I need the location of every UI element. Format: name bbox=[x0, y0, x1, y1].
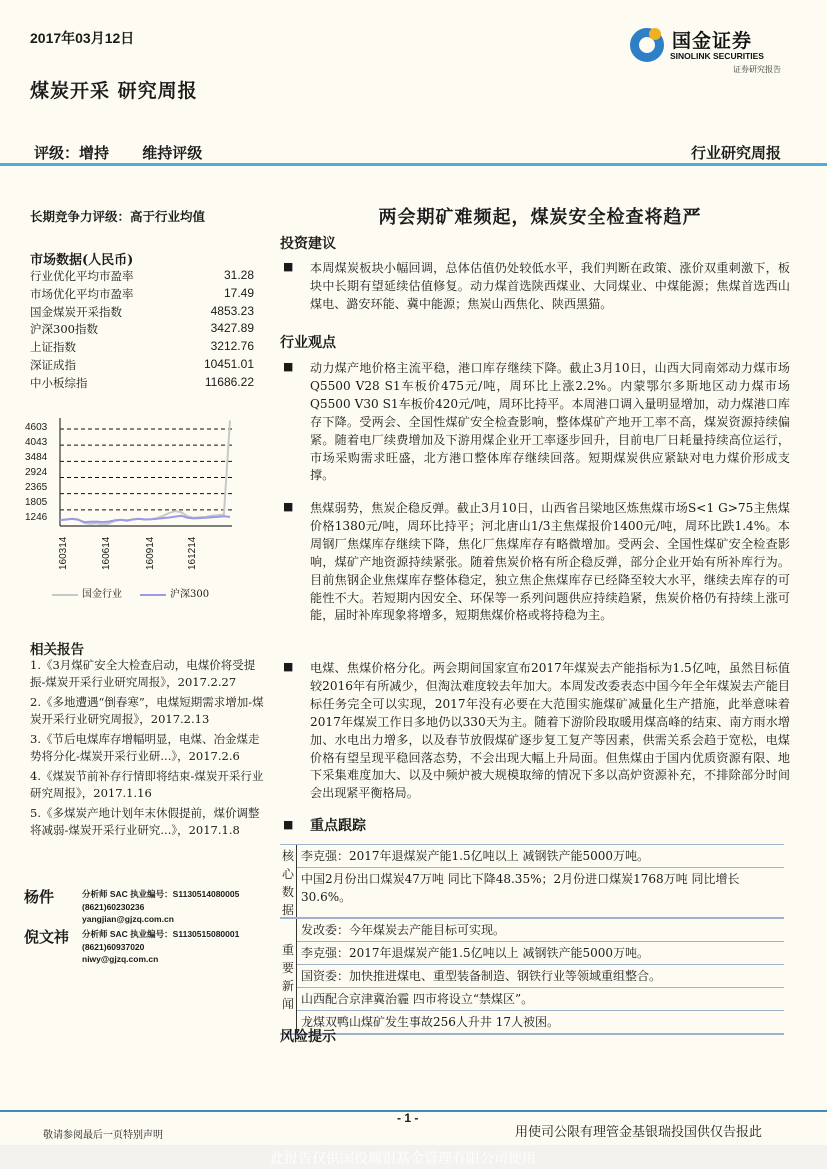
market-label: 市场优化平均市盈率 bbox=[30, 286, 134, 301]
market-label: 深证成指 bbox=[30, 357, 76, 372]
author-info bbox=[82, 888, 239, 926]
section-heading-track: 重点跟踪 bbox=[310, 818, 366, 834]
y-tick: 3484 bbox=[25, 452, 48, 463]
market-value: 3427.89 bbox=[210, 321, 254, 336]
market-label: 沪深300指数 bbox=[30, 322, 98, 337]
author-cert: 分析师 SAC 执业编号：S1130515080001 bbox=[82, 929, 240, 939]
related-reports-title: 相关报告 bbox=[30, 642, 84, 658]
y-tick: 1805 bbox=[25, 497, 48, 508]
market-label: 中小板综指 bbox=[30, 375, 88, 390]
author-phone: (8621)60937020 bbox=[82, 941, 145, 952]
logo-name-en: SINOLINK SECURITIES bbox=[670, 51, 764, 61]
market-data-table bbox=[30, 268, 254, 393]
track-row: 龙煤双鸭山煤矿发生事故256人升井 17人被困。 bbox=[301, 1015, 559, 1029]
x-tick: 161214 bbox=[187, 536, 198, 570]
market-value: 3212.76 bbox=[210, 339, 254, 354]
x-tick: 160614 bbox=[101, 536, 112, 570]
index-comparison-chart bbox=[20, 410, 250, 610]
author-phone: (8621)60230236 bbox=[82, 901, 145, 912]
market-label: 行业优化平均市盈率 bbox=[30, 269, 134, 283]
long-term-rating: 长期竞争力评级：高于行业均值 bbox=[30, 209, 206, 224]
author-info bbox=[82, 928, 239, 966]
logo-dot-icon bbox=[649, 28, 661, 40]
bullet-square-icon: ■ bbox=[283, 260, 294, 273]
view-paragraph bbox=[280, 660, 790, 803]
track-row: 李克强：2017年退煤炭产能1.5亿吨以上 减钢铁产能5000万吨。 bbox=[297, 942, 784, 965]
market-data-row bbox=[30, 304, 254, 322]
bullet-square-icon: ■ bbox=[283, 660, 294, 673]
footer-usage-notice: 用使司公限有理管金基银瑞投国供仅告报此 bbox=[515, 1125, 763, 1140]
company-logo bbox=[630, 26, 790, 76]
view-paragraph bbox=[280, 360, 790, 485]
invest-paragraph bbox=[280, 260, 790, 314]
track-row: 山西配合京津冀治霾 四市将设立“禁煤区”。 bbox=[297, 988, 784, 1011]
author-name: 倪文祎 bbox=[24, 928, 70, 946]
track-row: 李克强：2017年退煤炭产能1.5亿吨以上 减钢铁产能5000万吨。 bbox=[297, 845, 784, 868]
bullet-square-icon: ■ bbox=[283, 360, 294, 373]
related-report-link[interactable]: 1.《3月煤矿安全大检查启动，电煤价将受提振-煤炭开采行业研究周报》，2017.2.27 bbox=[30, 658, 256, 689]
market-data-row bbox=[30, 286, 254, 304]
bullet-square-icon: ■ bbox=[283, 500, 294, 513]
group-label: 核 心 数 据 bbox=[280, 845, 297, 917]
y-tick: 2924 bbox=[25, 467, 48, 478]
footer-disclaimer: 敬请参阅最后一页特别声明 bbox=[43, 1130, 163, 1141]
track-heading bbox=[280, 818, 790, 836]
view-paragraph bbox=[280, 500, 790, 625]
header-divider bbox=[0, 163, 827, 166]
logo-subtitle: 证券研究报告 bbox=[733, 65, 781, 74]
legend-label: 沪深300 bbox=[170, 589, 210, 600]
y-tick: 1246 bbox=[25, 512, 48, 523]
market-data-row bbox=[30, 357, 254, 375]
related-report-link[interactable]: 3.《节后电煤库存增幅明显，电煤、冶金煤走势将分化-煤炭开采行业研...》，2017.2.6 bbox=[30, 732, 260, 763]
author-email[interactable]: yangjian@gjzq.com.cn bbox=[82, 914, 174, 924]
paragraph-text: 本周煤炭板块小幅回调，总体估值仍处较低水平，我们判断在政策、涨价双重刺激下，板块中长期有望延续估值修复。动力煤首选陕西煤业、大同煤业、中煤能源；焦煤首选西山煤电、潞安环能、冀中能源；焦炭山西焦化、陕西黑猫。 bbox=[310, 261, 790, 311]
group-label: 重 要 新 闻 bbox=[280, 919, 297, 1033]
market-label: 国金煤炭开采指数 bbox=[30, 304, 122, 319]
market-data-row bbox=[30, 375, 254, 393]
market-data-row bbox=[30, 339, 254, 357]
chart-legend bbox=[52, 585, 209, 600]
market-data-row bbox=[30, 321, 254, 339]
market-data-row bbox=[30, 268, 254, 286]
market-value: 10451.01 bbox=[203, 356, 254, 371]
market-value: 11686.22 bbox=[204, 374, 254, 389]
logo-name-cn: 国金证券 bbox=[672, 30, 753, 52]
key-tracking-table bbox=[280, 844, 784, 1035]
report-headline: 两会期矿难频起，煤炭安全检查将趋严 bbox=[378, 207, 702, 228]
legend-swatch-icon bbox=[140, 594, 166, 596]
related-report-link[interactable]: 5.《多煤炭产地计划年末休假提前，煤价调整将减弱-煤炭开采行业研究...》，2017.1.8 bbox=[30, 806, 260, 837]
section-heading-risk: 风险提示 bbox=[280, 1029, 336, 1045]
legend-swatch-icon bbox=[52, 594, 78, 596]
author-cert: 分析师 SAC 执业编号：S1130514080005 bbox=[82, 889, 240, 899]
market-label: 上证指数 bbox=[30, 340, 76, 355]
x-tick: 160914 bbox=[145, 536, 156, 570]
market-value: 4853.23 bbox=[210, 303, 254, 318]
related-reports-list bbox=[30, 657, 266, 842]
track-row: 中国2月份出口煤炭47万吨 同比下降48.35%；2月份进口煤炭1768万吨 同比增长30.6%。 bbox=[301, 872, 740, 904]
rating-label: 评级：增持 bbox=[34, 144, 110, 162]
rating-block bbox=[34, 142, 230, 163]
report-type: 行业研究周报 bbox=[690, 144, 781, 162]
section-heading-invest: 投资建议 bbox=[280, 236, 336, 252]
market-data-title: 市场数据(人民币) bbox=[30, 253, 134, 268]
section-heading-view: 行业观点 bbox=[280, 335, 336, 351]
related-report-link[interactable]: 2.《多地遭遇“倒春寒”，电煤短期需求增加-煤炭开采行业研究周报》，2017.2.13 bbox=[30, 695, 264, 726]
track-row: 国资委：加快推进煤电、重型装备制造、钢铁行业等领域重组整合。 bbox=[297, 965, 784, 988]
track-group-news bbox=[280, 919, 784, 1035]
paragraph-text: 焦煤弱势，焦炭企稳反弹。截止3月10日，山西省吕梁地区炼焦煤市场S<1 G>75主焦煤价格1380元/吨，周环比持平；河北唐山1/3主焦煤报价1400元/吨，周环比跌1.4%。本周钢厂焦煤库存继续下降，焦化厂焦煤库存有略微增加。受两会、全国性煤矿安全检查影响，煤矿产地资源持续紧张。随着焦炭价格有所企稳反弹，部分企业开始有所补库行为。目前焦钢企业焦煤库存整体稳定，独立焦企焦煤库存已经降至较大水平，继续去库存的可能性不大。若短期内因安全、环保等一系列问题供应持续趋紧，焦炭价格仍有持续上涨可能，届时补库现象将增多，短期焦煤价格或将持稳为主。 bbox=[310, 501, 790, 623]
author-name: 杨件 bbox=[24, 888, 55, 906]
paragraph-text: 动力煤产地价格主流平稳，港口库存继续下降。截止3月10日，山西大同南郊动力煤市场Q5500 V28 S1车板价475元/吨，周环比上涨2.2%。内蒙鄂尔多斯地区动力煤市场Q5500 V30 S1车板价420元/吨，周环比持平。本周港口调入量明显增加，动力煤港口库存下降。受两会、全国性煤矿安全检查影响，整体煤矿产地开工率不高，煤炭资源持续偏紧。随着电厂续费增加及下游用煤企业开工率逐步回升，目前电厂日耗量持续高位运行，市场采购需求旺盛，北方港口整体库存继续回落。短期煤炭供应紧缺对电力煤价形成支撑。 bbox=[310, 361, 790, 483]
legend-item bbox=[140, 585, 209, 600]
chart-plot-area bbox=[20, 410, 250, 580]
report-date: 2017年03月12日 bbox=[30, 30, 135, 46]
y-tick: 4603 bbox=[25, 422, 48, 433]
rating-action: 维持评级 bbox=[142, 144, 203, 162]
track-row: 发改委：今年煤炭去产能目标可实现。 bbox=[297, 919, 784, 942]
related-report-link[interactable]: 4.《煤炭节前补存行情即将结束-煤炭开采行业研究周报》，2017.1.16 bbox=[30, 769, 264, 800]
legend-item bbox=[52, 585, 122, 600]
report-category-title: 煤炭开采 研究周报 bbox=[30, 80, 198, 102]
watermark-text: 此报告仅供国投瑞银基金管理有限公司使用 bbox=[270, 1151, 536, 1167]
market-value: 31.28 bbox=[223, 268, 254, 282]
x-tick: 160314 bbox=[58, 536, 69, 570]
y-tick: 4043 bbox=[25, 437, 48, 448]
market-value: 17.49 bbox=[223, 285, 254, 300]
paragraph-text: 电煤、焦煤价格分化。两会期间国家宣布2017年煤炭去产能指标为1.5亿吨，虽然目标值较2016年有所减少，但淘汰难度较去年加大。本周发改委表态中国今年全年煤炭去产能目标任务完全可以实现，2017年没有必要在大范围实施煤矿减量化生产措施，此举意味着2017年煤炭工作日多地仍以330天为主。随着下游阶段取暖用煤高峰的结束、南方雨水增加、水电出力增多，以及春节放假煤矿逐步复工复产等因素，供需关系会趋于宽松，电煤价格有望呈现平稳回落态势，不会出现大幅上升局面。但焦煤由于国内优质资源有限、地下采集难度加大、以及中频炉被大规模取缔的情况下多以高炉资源补充，不排除部分时间会出现紧平衡格局。 bbox=[310, 661, 790, 801]
legend-label: 国金行业 bbox=[82, 589, 122, 600]
author-email[interactable]: niwy@gjzq.com.cn bbox=[82, 954, 159, 964]
bullet-square-icon: ■ bbox=[283, 818, 294, 831]
track-group-core-data bbox=[280, 845, 784, 919]
page-number: - 1 - bbox=[397, 1111, 419, 1125]
y-tick: 2365 bbox=[25, 482, 48, 493]
